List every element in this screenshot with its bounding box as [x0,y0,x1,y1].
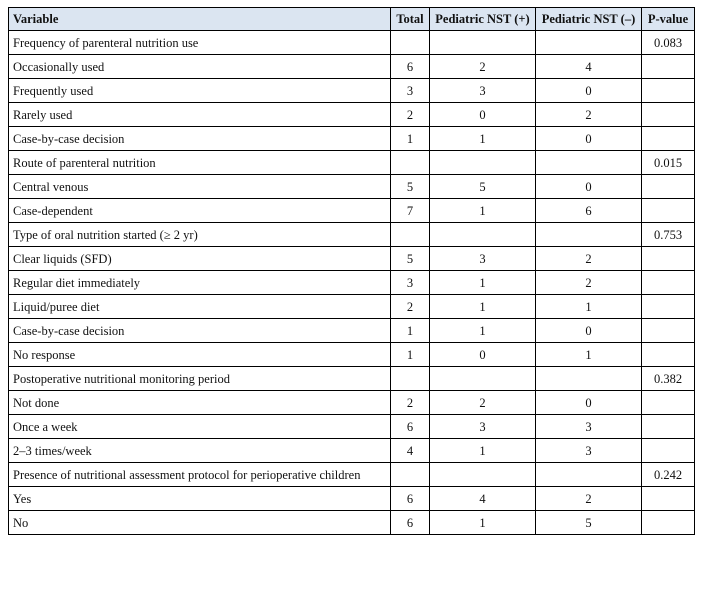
cell-nst-positive [430,463,536,487]
cell-nst-negative: 1 [536,295,642,319]
cell-nst-positive [430,223,536,247]
cell-variable: Case-dependent [9,199,391,223]
cell-variable: Not done [9,391,391,415]
cell-variable: 2–3 times/week [9,439,391,463]
nutrition-survey-table [8,7,695,535]
table-row [9,439,695,463]
cell-variable: Liquid/puree diet [9,295,391,319]
cell-variable: Postoperative nutritional monitoring period [9,367,391,391]
cell-p-value [642,175,695,199]
cell-total: 6 [391,487,430,511]
table-row [9,415,695,439]
cell-nst-negative: 5 [536,511,642,535]
cell-total: 1 [391,319,430,343]
cell-nst-negative: 2 [536,271,642,295]
header-nst-positive: Pediatric NST (+) [430,8,536,31]
cell-variable: Type of oral nutrition started (≥ 2 yr) [9,223,391,247]
table-row [9,391,695,415]
cell-nst-negative: 2 [536,247,642,271]
cell-nst-positive: 3 [430,247,536,271]
cell-p-value [642,271,695,295]
cell-nst-positive: 1 [430,199,536,223]
cell-nst-positive: 3 [430,79,536,103]
cell-total [391,367,430,391]
cell-variable: Case-by-case decision [9,127,391,151]
table-row [9,55,695,79]
cell-variable: No response [9,343,391,367]
cell-nst-negative [536,151,642,175]
cell-nst-negative: 0 [536,79,642,103]
cell-nst-negative: 1 [536,343,642,367]
cell-total: 6 [391,511,430,535]
cell-nst-positive: 2 [430,391,536,415]
table-row [9,31,695,55]
cell-nst-negative: 2 [536,103,642,127]
cell-total: 4 [391,439,430,463]
cell-nst-positive [430,367,536,391]
cell-p-value [642,295,695,319]
cell-p-value: 0.015 [642,151,695,175]
cell-total: 3 [391,79,430,103]
cell-variable: Regular diet immediately [9,271,391,295]
cell-p-value [642,391,695,415]
cell-variable: Route of parenteral nutrition [9,151,391,175]
cell-nst-negative [536,223,642,247]
cell-nst-positive: 1 [430,295,536,319]
header-row [9,8,695,31]
table-row [9,343,695,367]
cell-nst-negative: 3 [536,415,642,439]
cell-nst-negative [536,463,642,487]
cell-nst-positive: 5 [430,175,536,199]
cell-nst-negative: 0 [536,319,642,343]
cell-nst-positive: 0 [430,343,536,367]
cell-nst-positive: 0 [430,103,536,127]
table-container [8,7,695,535]
cell-total: 6 [391,415,430,439]
cell-total: 3 [391,271,430,295]
cell-variable: Frequency of parenteral nutrition use [9,31,391,55]
cell-nst-positive: 1 [430,511,536,535]
cell-p-value: 0.242 [642,463,695,487]
cell-nst-negative: 3 [536,439,642,463]
cell-total [391,31,430,55]
cell-p-value [642,247,695,271]
cell-nst-positive: 1 [430,127,536,151]
table-row [9,271,695,295]
cell-p-value [642,79,695,103]
cell-total [391,223,430,247]
header-variable: Variable [9,8,391,31]
cell-p-value: 0.382 [642,367,695,391]
cell-nst-negative: 2 [536,487,642,511]
cell-p-value: 0.753 [642,223,695,247]
table-row [9,223,695,247]
cell-nst-negative [536,367,642,391]
cell-nst-positive: 3 [430,415,536,439]
cell-total: 7 [391,199,430,223]
cell-nst-positive: 1 [430,271,536,295]
cell-total: 6 [391,55,430,79]
table-body [9,31,695,535]
table-row [9,319,695,343]
table-row [9,103,695,127]
table-row [9,295,695,319]
cell-p-value [642,487,695,511]
cell-variable: Case-by-case decision [9,319,391,343]
cell-p-value [642,55,695,79]
cell-p-value [642,343,695,367]
table-row [9,79,695,103]
cell-variable: Central venous [9,175,391,199]
table-row [9,511,695,535]
cell-nst-positive [430,151,536,175]
cell-p-value [642,199,695,223]
cell-nst-negative: 0 [536,127,642,151]
cell-nst-negative: 0 [536,175,642,199]
cell-p-value [642,415,695,439]
cell-total: 2 [391,295,430,319]
table-row [9,175,695,199]
cell-p-value [642,127,695,151]
cell-total [391,151,430,175]
cell-total [391,463,430,487]
cell-p-value [642,319,695,343]
cell-variable: No [9,511,391,535]
table-row [9,247,695,271]
cell-p-value: 0.083 [642,31,695,55]
cell-p-value [642,511,695,535]
header-p-value: P-value [642,8,695,31]
table-row [9,367,695,391]
cell-total: 5 [391,175,430,199]
cell-variable: Rarely used [9,103,391,127]
cell-total: 1 [391,343,430,367]
cell-nst-positive: 1 [430,439,536,463]
cell-variable: Occasionally used [9,55,391,79]
table-row [9,127,695,151]
table-row [9,487,695,511]
cell-variable: Yes [9,487,391,511]
cell-total: 2 [391,103,430,127]
cell-variable: Presence of nutritional assessment protocol for perioperative children [9,463,391,487]
cell-total: 5 [391,247,430,271]
cell-total: 2 [391,391,430,415]
cell-variable: Frequently used [9,79,391,103]
cell-nst-positive: 1 [430,319,536,343]
table-row [9,463,695,487]
cell-nst-negative: 0 [536,391,642,415]
table-row [9,151,695,175]
cell-nst-positive: 4 [430,487,536,511]
cell-p-value [642,103,695,127]
cell-nst-negative: 6 [536,199,642,223]
cell-variable: Once a week [9,415,391,439]
cell-nst-negative [536,31,642,55]
cell-total: 1 [391,127,430,151]
header-nst-negative: Pediatric NST (–) [536,8,642,31]
cell-variable: Clear liquids (SFD) [9,247,391,271]
cell-nst-positive: 2 [430,55,536,79]
table-row [9,199,695,223]
cell-nst-positive [430,31,536,55]
header-total: Total [391,8,430,31]
cell-p-value [642,439,695,463]
cell-nst-negative: 4 [536,55,642,79]
